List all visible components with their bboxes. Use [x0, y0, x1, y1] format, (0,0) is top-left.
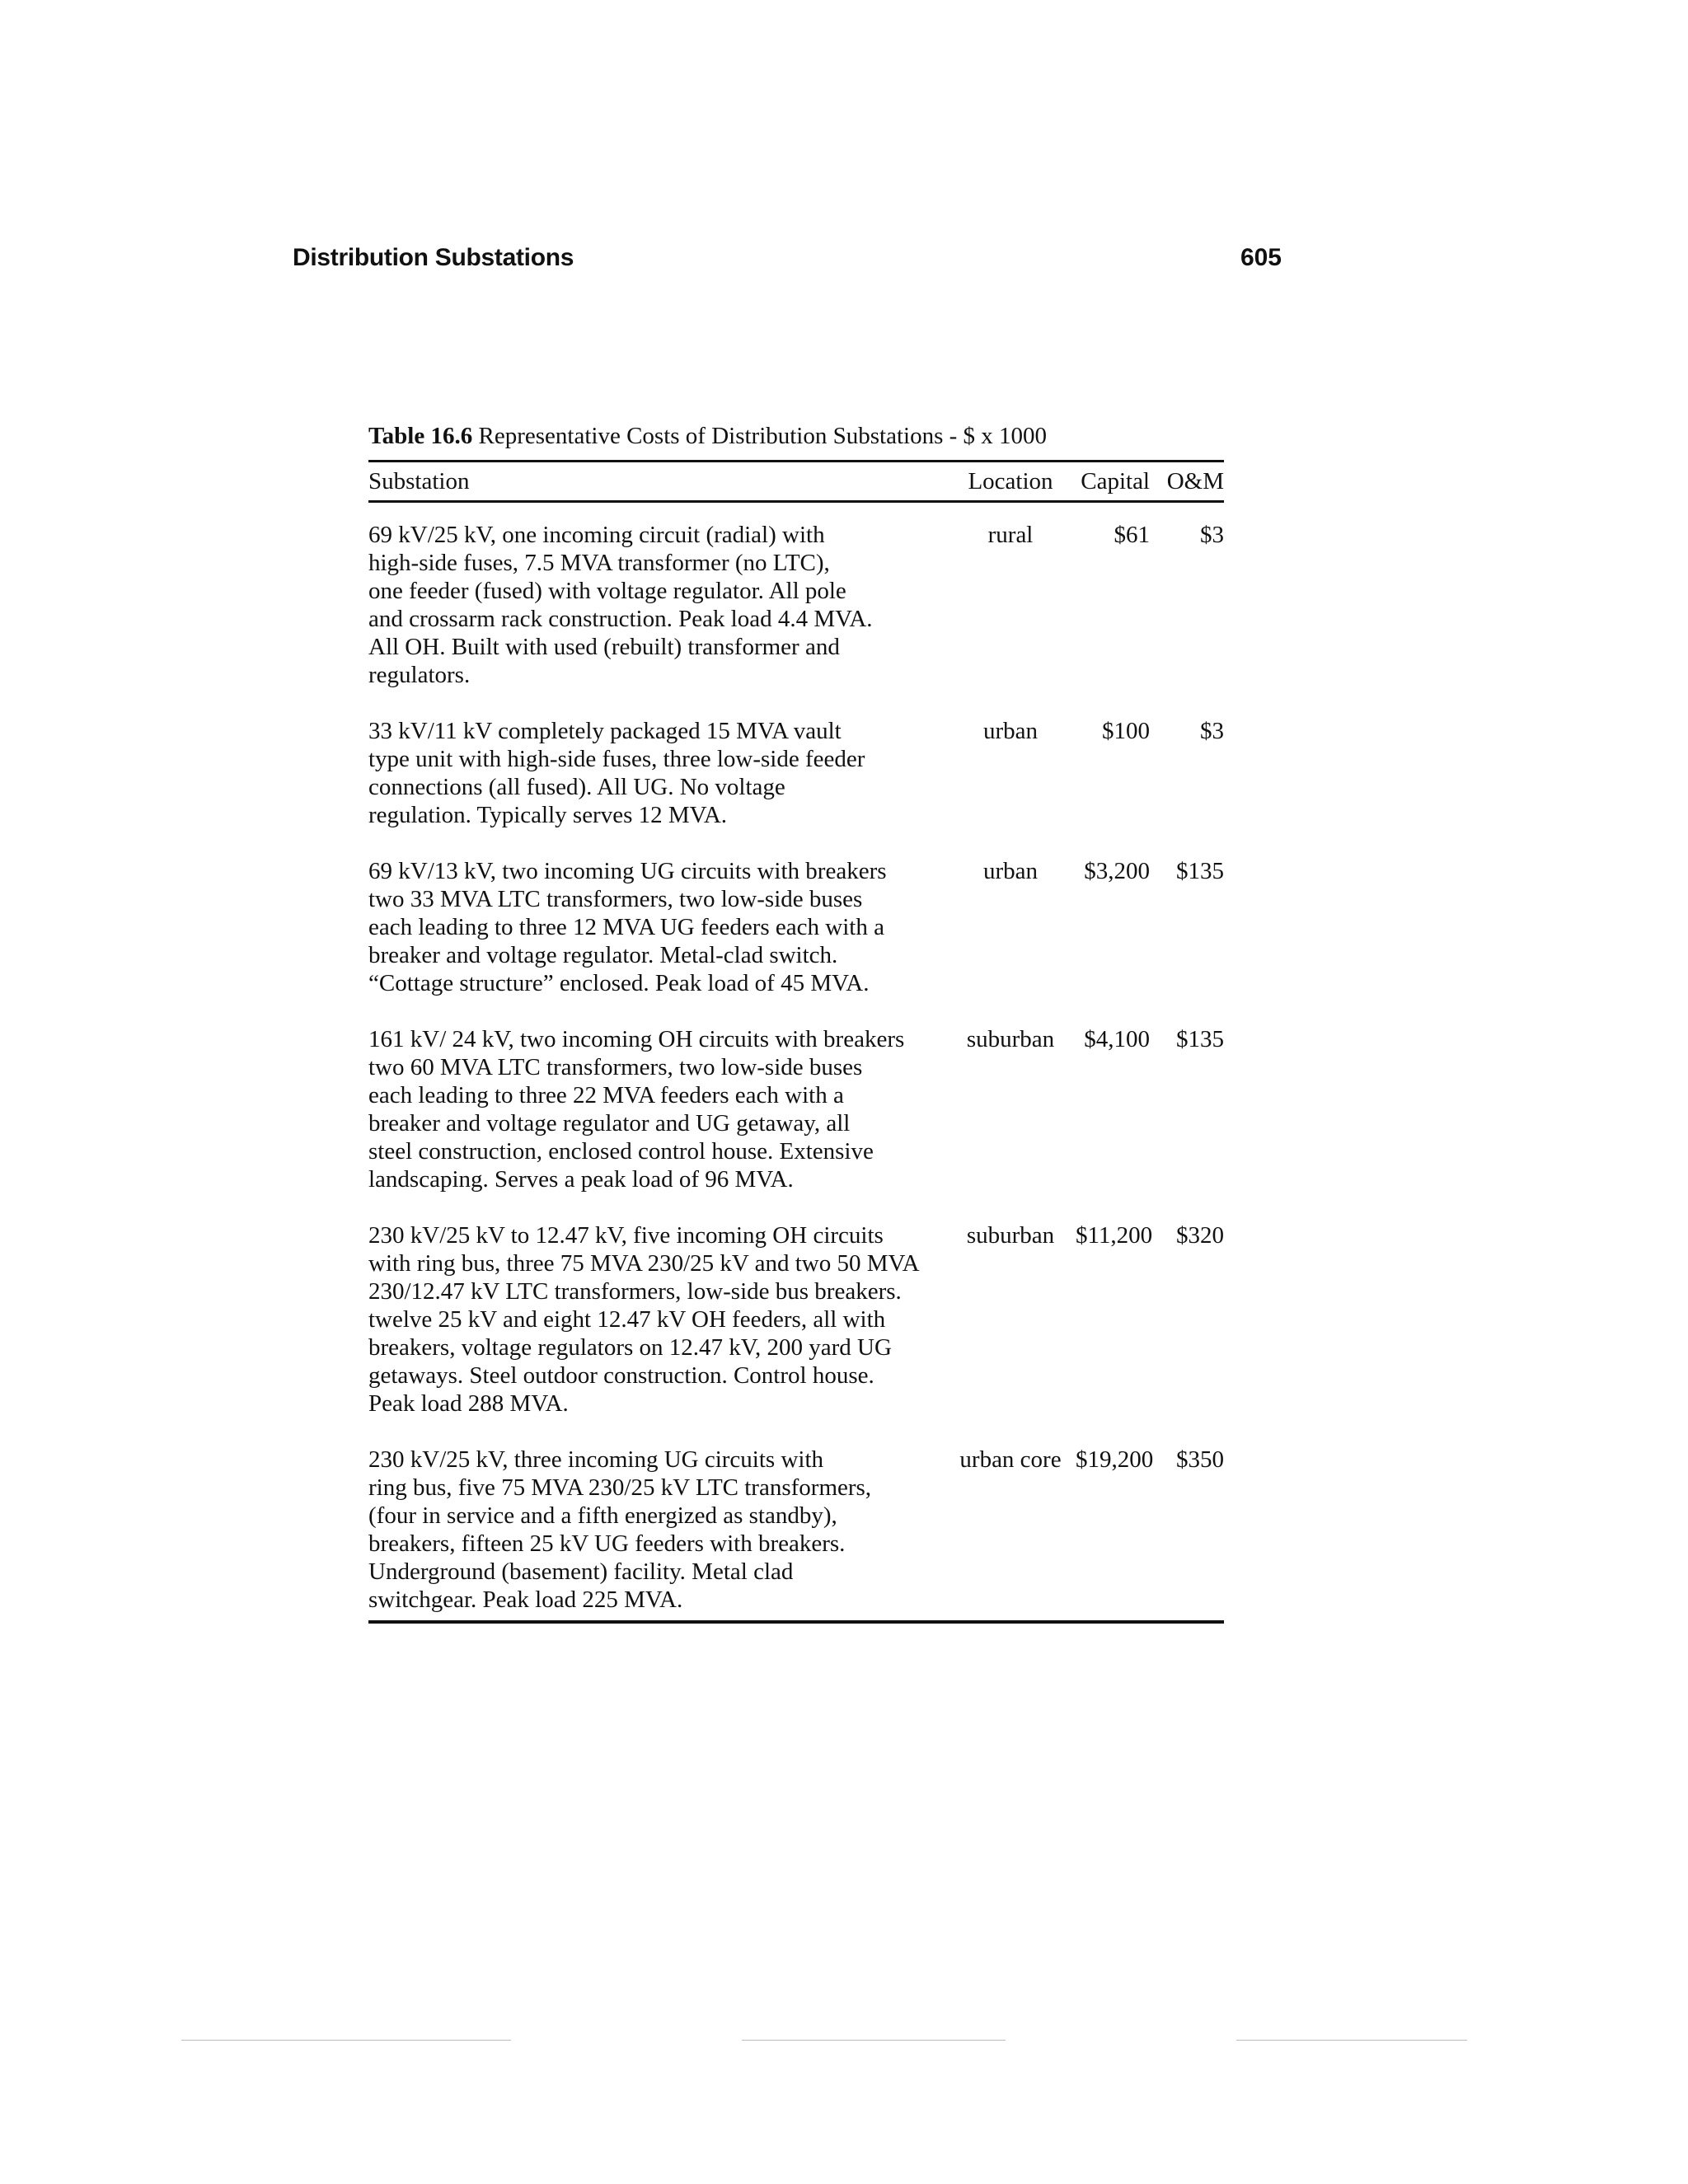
scan-artifact-line [1236, 2040, 1467, 2041]
col-header-capital: Capital [1081, 468, 1150, 494]
table-row [368, 857, 1224, 997]
row-location: suburban [966, 1222, 1055, 1249]
table-caption [368, 422, 1224, 450]
table-body [368, 521, 1224, 1614]
row-location: urban [982, 718, 1039, 744]
row-om: $3 [1200, 522, 1224, 548]
row-om: $135 [1176, 1026, 1224, 1052]
table-row [368, 521, 1224, 689]
row-location: suburban [966, 1026, 1055, 1052]
table-caption-number: Table 16.6 [368, 423, 473, 449]
row-om: $350 [1176, 1446, 1224, 1473]
row-location: urban core [959, 1446, 1062, 1473]
row-location: rural [987, 522, 1034, 548]
row-om: $320 [1176, 1222, 1224, 1249]
row-capital: $19,200 [1076, 1446, 1154, 1473]
page-number: 605 [1240, 244, 1282, 271]
row-description: 161 kV/ 24 kV, two incoming OH circuits with breakers two 60 MVA LTC transformers, two low-side buses each leading to three 22 MVA feeders each with a breaker and voltage regulator and UG getaway, all steel construction, enclosed control house. Extensive landscaping. Serves a peak load of 96 MVA. [368, 1026, 905, 1193]
row-description: 230 kV/25 kV, three incoming UG circuits with ring bus, five 75 MVA 230/25 kV LTC transformers, (four in service and a fifth energized as standby), breakers, fifteen 25 kV UG feeders with breakers. Underground (basement) facility. Metal clad switchgear. Peak load 225 MVA. [368, 1446, 872, 1613]
table-row [368, 1446, 1224, 1614]
row-om: $135 [1176, 858, 1224, 884]
row-capital: $100 [1102, 718, 1150, 744]
table-bottom-rule [368, 1620, 1224, 1624]
row-capital: $3,200 [1084, 858, 1150, 884]
row-description: 33 kV/11 kV completely packaged 15 MVA vault type unit with high-side fuses, three low-side feeder connections (all fused). All UG. No voltage regulation. Typically serves 12 MVA. [368, 718, 865, 828]
row-description: 69 kV/13 kV, two incoming UG circuits with breakers two 33 MVA LTC transformers, two low-side buses each leading to three 12 MVA UG feeders each with a breaker and voltage regulator. Metal-clad switch. “Cottage structure” enclosed. Peak load of 45 MVA. [368, 858, 887, 996]
table-caption-text: Representative Costs of Distribution Substations - $ x 1000 [478, 423, 1048, 449]
running-header-title: Distribution Substations [293, 244, 574, 271]
row-capital: $4,100 [1084, 1026, 1150, 1052]
cost-table [368, 422, 1224, 1624]
scan-artifact-line [742, 2040, 1006, 2041]
row-capital: $61 [1114, 522, 1150, 548]
scan-artifact-line [181, 2040, 511, 2041]
col-header-om: O&M [1166, 468, 1224, 494]
row-capital: $11,200 [1076, 1222, 1153, 1249]
col-header-substation: Substation [368, 468, 470, 494]
table-header-rule [368, 500, 1224, 503]
table-header-row [368, 462, 1224, 500]
table-row [368, 1025, 1224, 1193]
row-location: urban [982, 858, 1039, 884]
col-header-location: Location [968, 468, 1053, 494]
row-description: 69 kV/25 kV, one incoming circuit (radial) with high-side fuses, 7.5 MVA transformer (no LTC), one feeder (fused) with voltage regulator. All pole and crossarm rack construction. Peak load 4.4 MVA. All OH. Built with used (rebuilt) transformer and regulators. [368, 522, 873, 688]
table-row [368, 717, 1224, 829]
row-om: $3 [1200, 718, 1224, 744]
table-row [368, 1221, 1224, 1418]
row-description: 230 kV/25 kV to 12.47 kV, five incoming OH circuits with ring bus, three 75 MVA 230/25 kV and two 50 MVA 230/12.47 kV LTC transformers, low-side bus breakers. twelve 25 kV and eight 12.47 kV OH feeders, all with breakers, voltage regulators on 12.47 kV, 200 yard UG getaways. Steel outdoor construction. Control house. Peak load 288 MVA. [368, 1222, 920, 1417]
